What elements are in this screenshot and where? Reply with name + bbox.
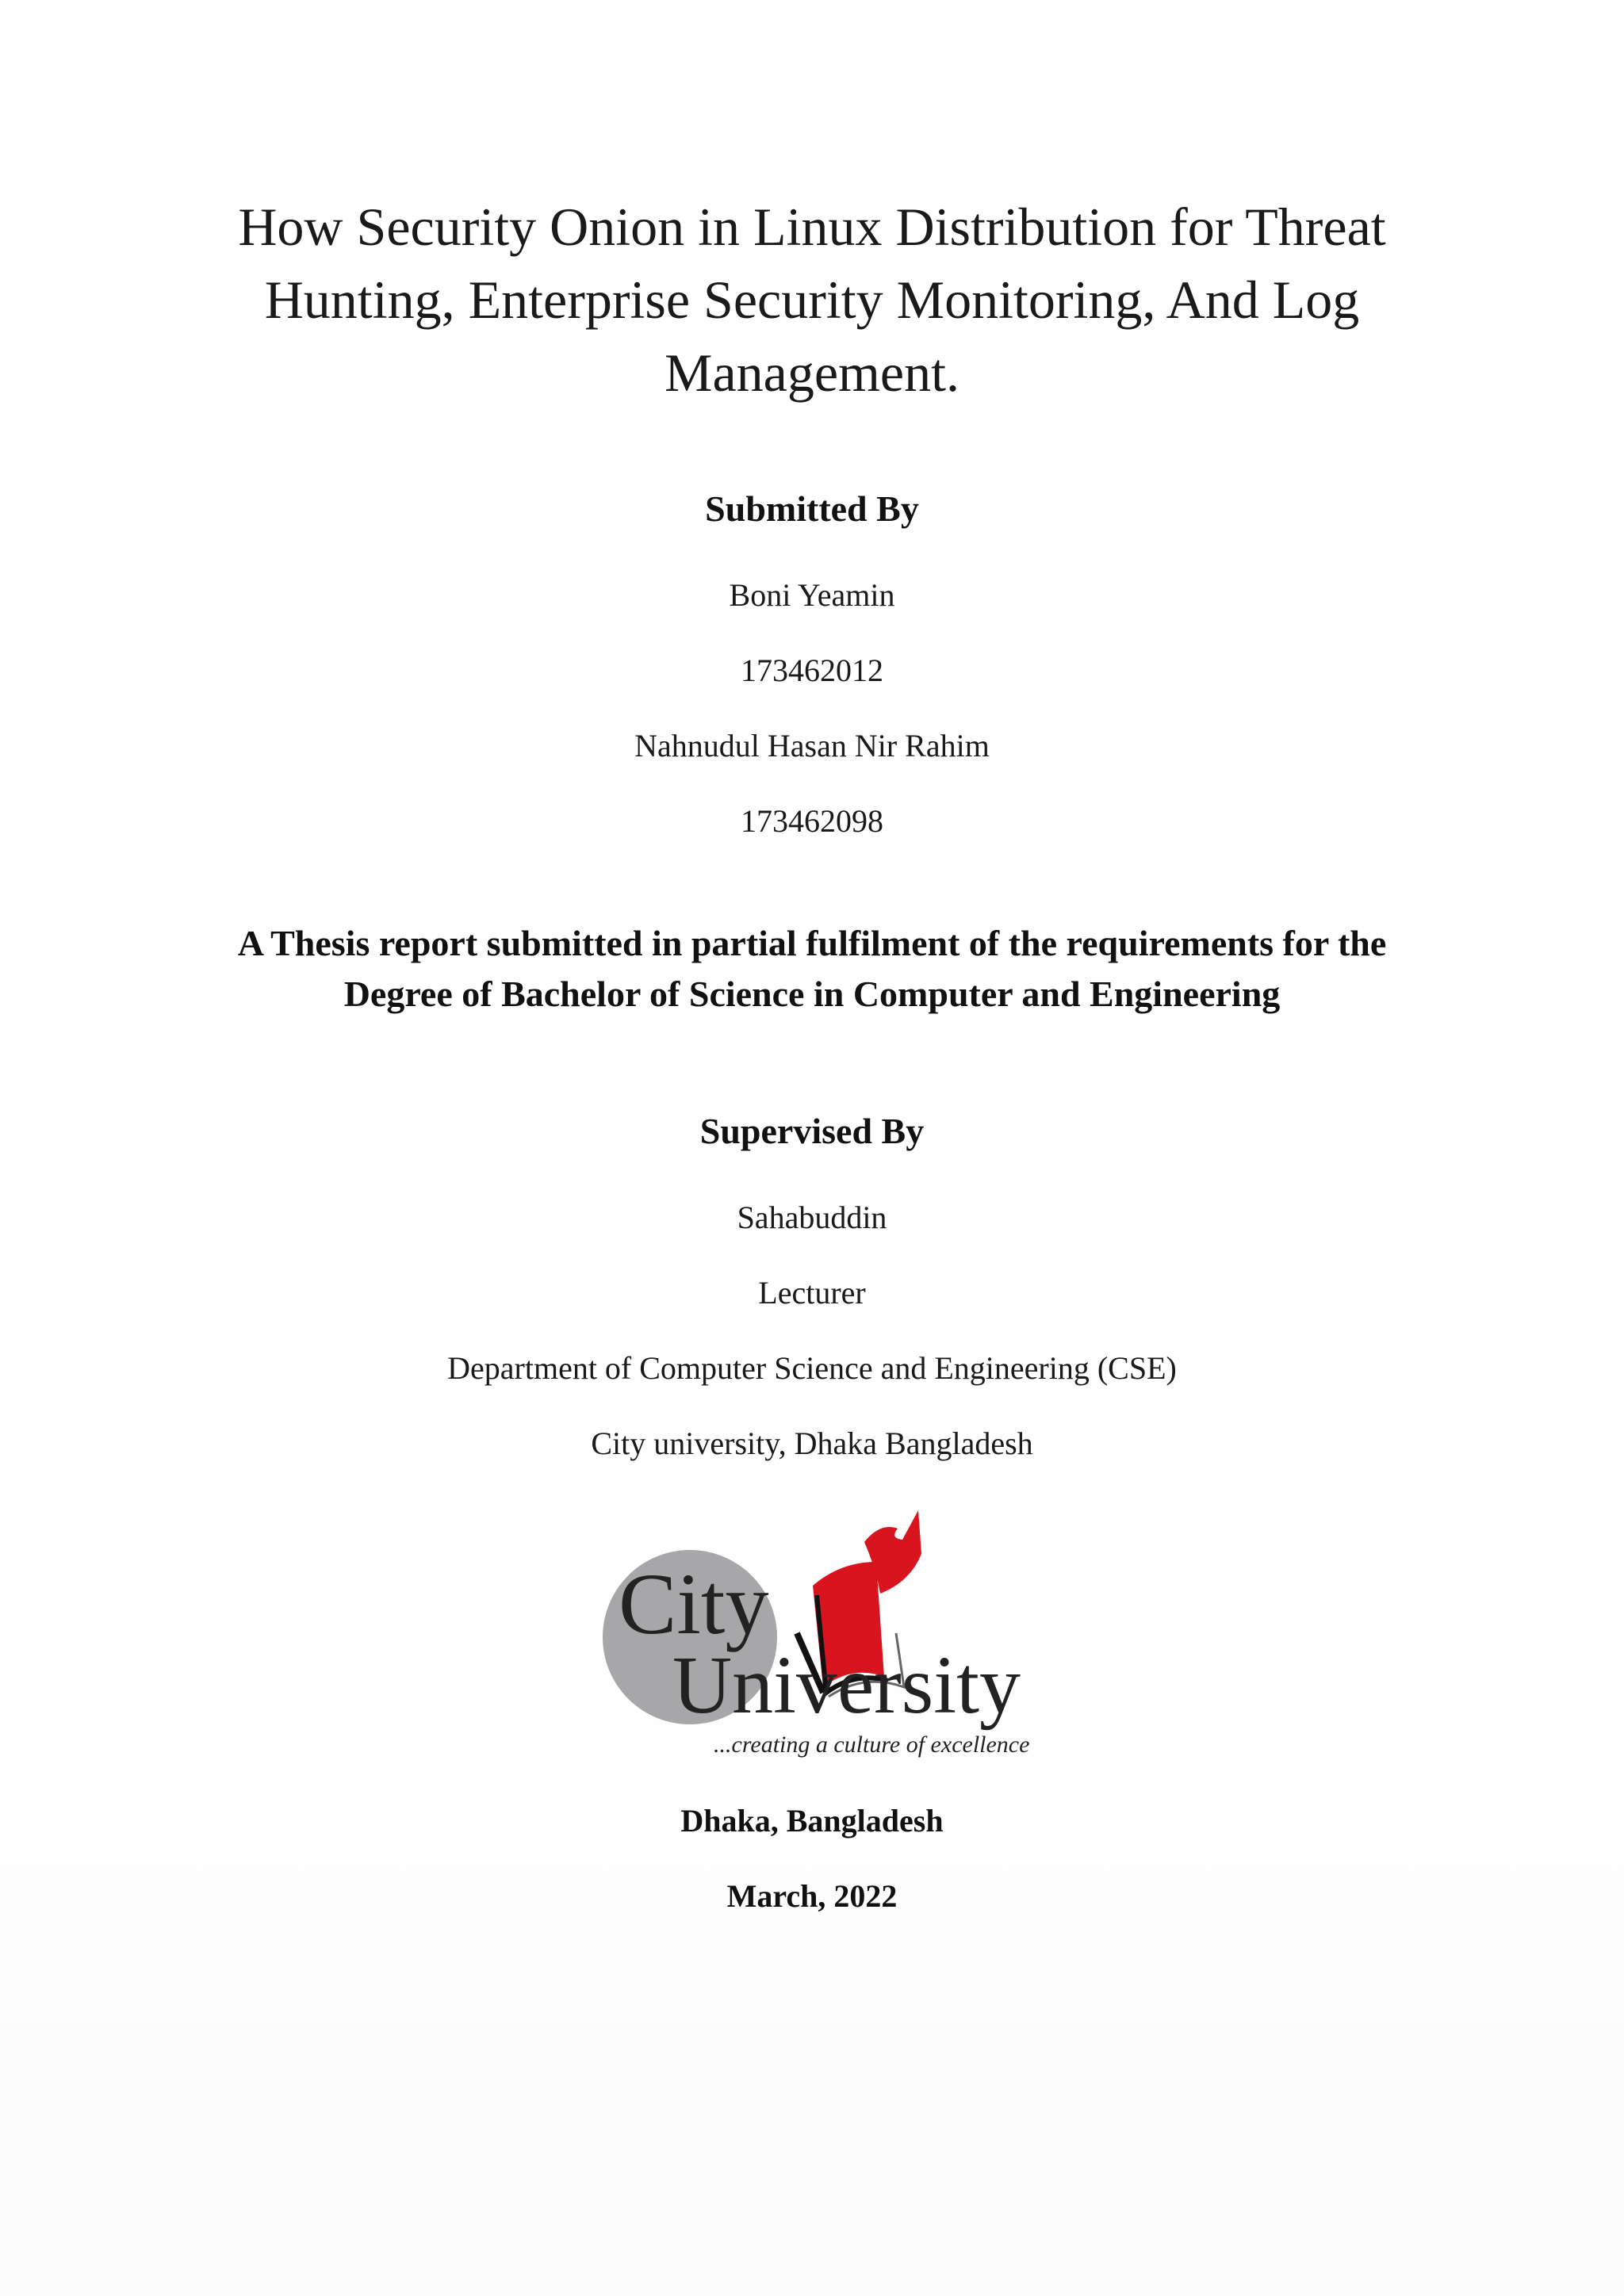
date: March, 2022 xyxy=(726,1878,898,1914)
logo-tagline: ...creating a culture of excellence xyxy=(714,1732,1030,1758)
title-line-2: Hunting, Enterprise Security Monitoring, And Log xyxy=(264,270,1360,330)
city-university-logo xyxy=(603,1506,1031,1768)
thesis-statement-line-1: A Thesis report submitted in partial fulfilment of the requirements for the xyxy=(237,923,1387,963)
thesis-statement xyxy=(0,918,1624,1020)
submitted-by-heading: Submitted By xyxy=(705,488,919,529)
title-line-1: How Security Onion in Linux Distribution for Threat xyxy=(238,197,1386,257)
submitter-2-name: Nahnudul Hasan Nir Rahim xyxy=(634,728,990,763)
title-line-3: Management. xyxy=(665,342,959,403)
logo-graphic xyxy=(603,1506,1031,1768)
supervisor-institution: City university, Dhaka Bangladesh xyxy=(591,1425,1033,1461)
logo-text-city: City xyxy=(619,1556,769,1652)
document-title xyxy=(0,190,1624,409)
supervisor-department: Department of Computer Science and Engineering (CSE) xyxy=(447,1350,1177,1386)
supervisor-name: Sahabuddin xyxy=(737,1200,887,1235)
submitter-1-name: Boni Yeamin xyxy=(729,577,895,613)
supervisor-designation: Lecturer xyxy=(758,1275,866,1311)
place: Dhaka, Bangladesh xyxy=(680,1803,944,1839)
logo-text-university: University xyxy=(672,1640,1021,1731)
submitter-2-id: 173462098 xyxy=(741,803,883,839)
supervised-by-heading: Supervised By xyxy=(699,1111,925,1151)
submitter-1-id: 173462012 xyxy=(741,652,883,688)
thesis-statement-line-2: Degree of Bachelor of Science in Computer and Engineering xyxy=(343,974,1281,1014)
